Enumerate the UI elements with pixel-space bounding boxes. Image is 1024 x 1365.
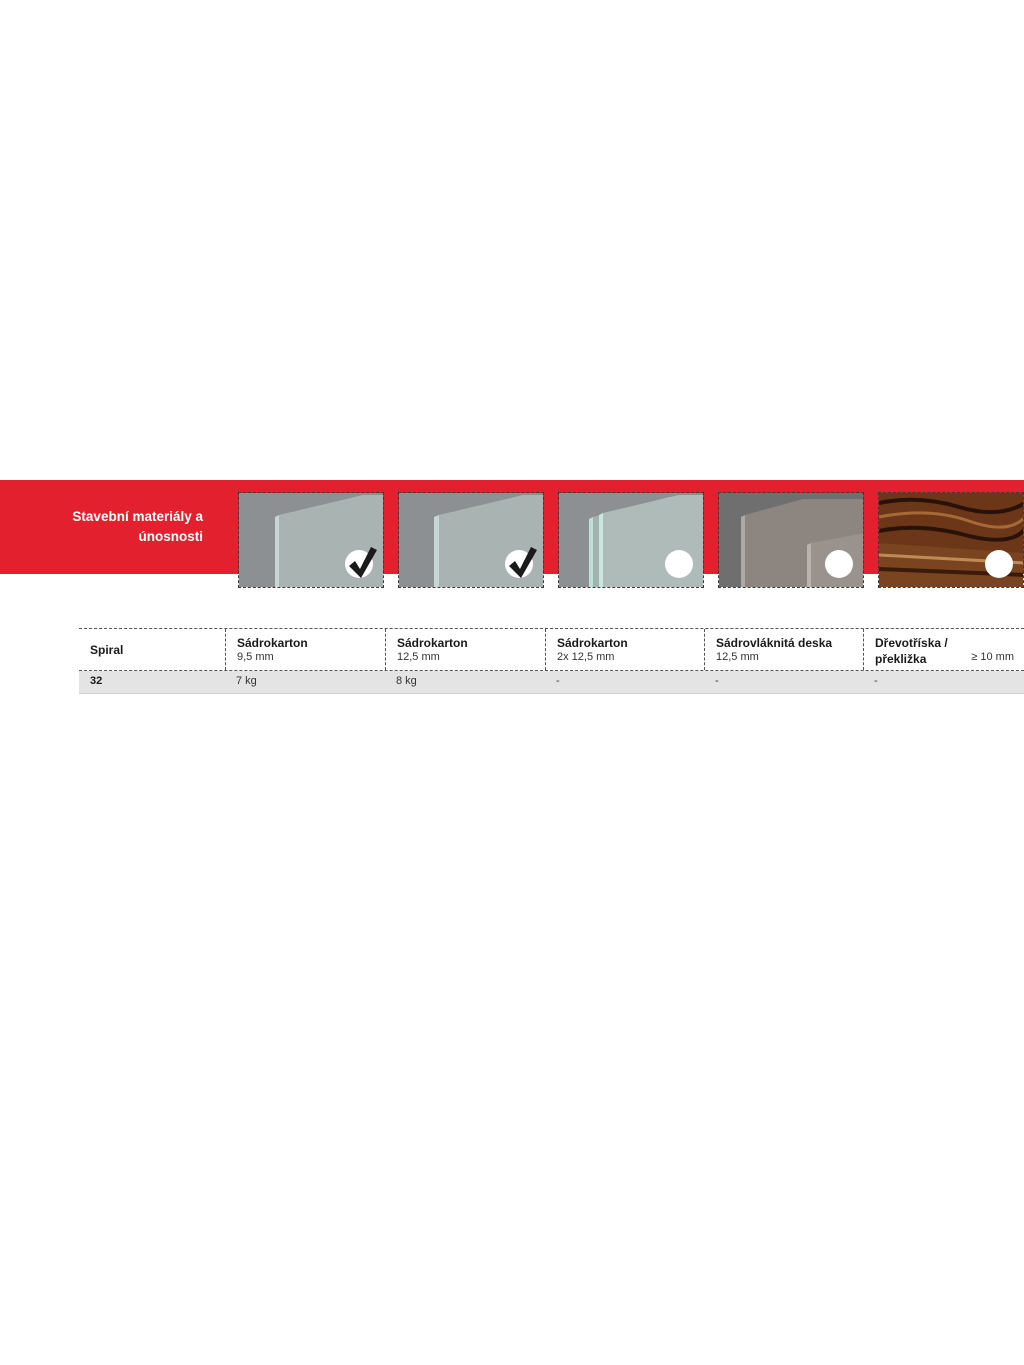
column-header-name: Dřevotříska / překližka [875,636,948,666]
table-row [79,671,1024,694]
empty-circle-icon [825,550,853,578]
column-header-name: Sádrokarton [557,636,628,650]
column-header [704,629,863,670]
column-header-spec: ≥ 10 mm [971,651,1014,663]
column-header-spec: 2x 12,5 mm [557,651,615,663]
table-cell: 7 kg [236,675,257,687]
table-cell: 8 kg [396,675,417,687]
section-title: Stavební materiály a únosnosti [72,509,203,544]
empty-circle-icon [985,550,1013,578]
table-cell: - [715,675,719,687]
material-swatch-chipboard-plywood [878,492,1024,588]
load-capacity-table [79,628,1024,694]
row-header-label: Spiral [90,643,124,657]
material-swatch-gypsum-fiber [718,492,864,588]
material-swatch-drywall-12-5 [398,492,544,588]
column-header-spec: 12,5 mm [397,651,440,663]
table-cell: - [874,675,878,687]
column-header [863,629,1024,670]
check-icon [505,550,533,578]
check-icon [345,550,373,578]
table-cell: - [556,675,560,687]
row-header-cell [79,629,225,670]
column-header-name: Sádrovláknitá deska [716,636,833,650]
column-header [225,629,385,670]
column-header-name: Sádrokarton [237,636,308,650]
empty-circle-icon [665,550,693,578]
column-header [385,629,545,670]
material-swatch-drywall-9-5 [238,492,384,588]
column-header-spec: 9,5 mm [237,651,274,663]
material-swatch-drywall-2x-12-5 [558,492,704,588]
column-header [545,629,704,670]
row-label: 32 [90,675,103,687]
column-header-spec: 12,5 mm [716,651,759,663]
table-header-row [79,628,1024,671]
column-header-name: Sádrokarton [397,636,468,650]
